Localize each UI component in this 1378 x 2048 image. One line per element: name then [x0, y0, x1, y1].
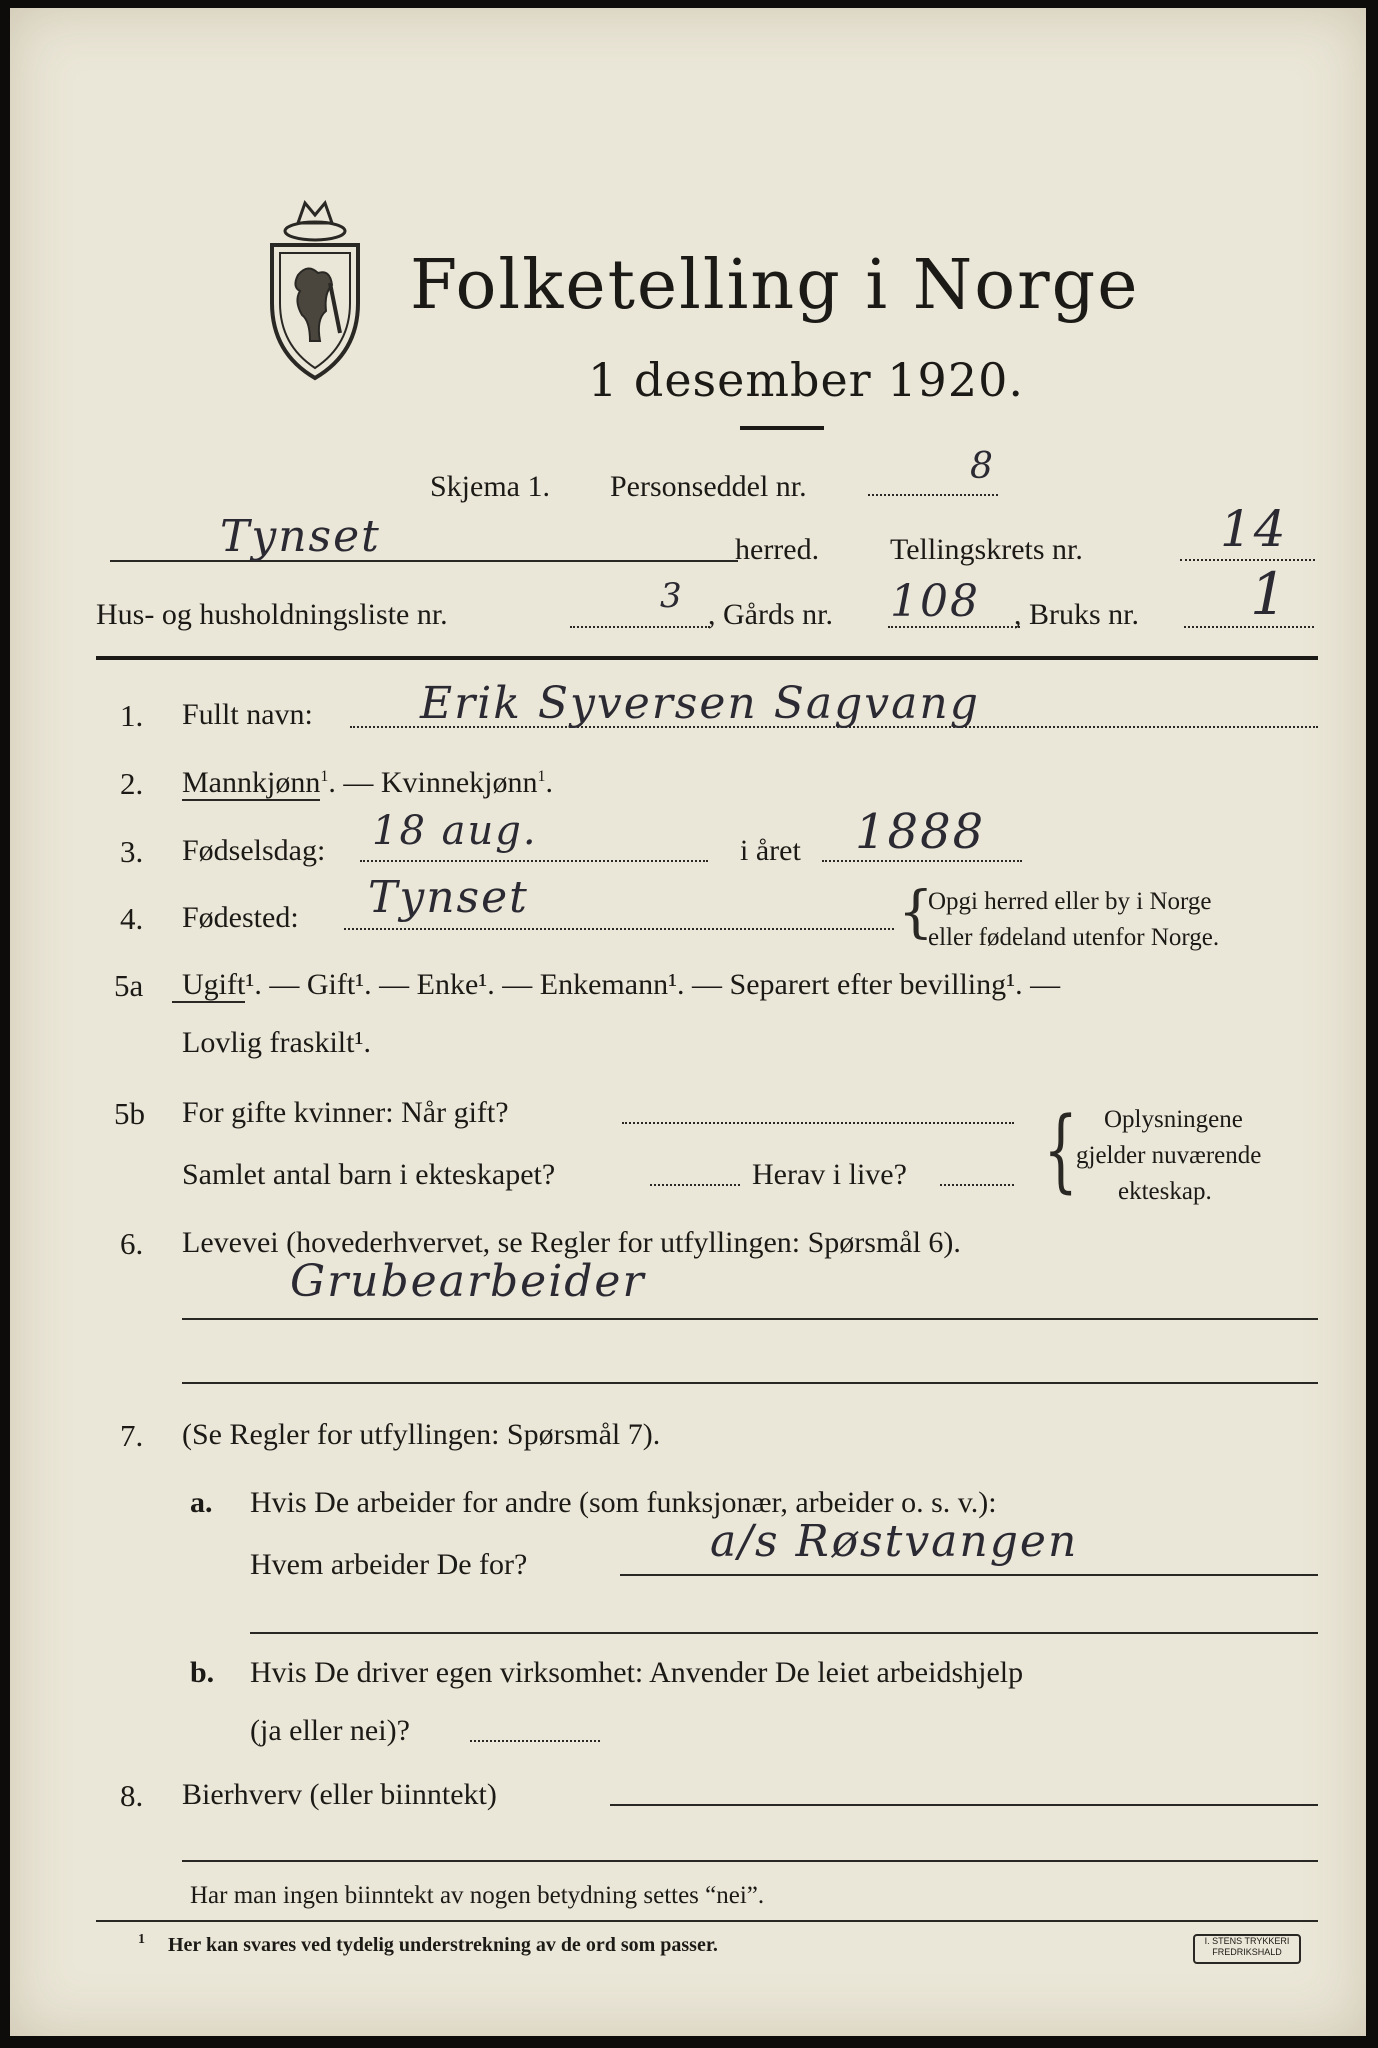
printer-stamp-line-1: I. STENS TRYKKERI — [1204, 1936, 1290, 1946]
personseddel-value[interactable]: 8 — [970, 446, 995, 487]
alive-line — [940, 1184, 1014, 1186]
bruks-line — [1184, 626, 1314, 628]
q7b-text: Hvis De driver egen virksomhet: Anvender De leiet arbeidshjelp — [250, 1656, 1024, 1689]
hus-line — [570, 626, 710, 628]
printer-stamp — [1193, 1934, 1301, 1964]
q3-number: 3. — [120, 834, 144, 869]
census-form — [10, 8, 1366, 2036]
personseddel-line — [868, 494, 998, 496]
q5a-number: 5a — [114, 968, 144, 1003]
q7-number: 7. — [120, 1418, 144, 1453]
bruks-label: , Bruks nr. — [1014, 598, 1140, 631]
herred-label: herred. — [735, 533, 820, 566]
q5b-note-1: Oplysningene — [1104, 1106, 1243, 1133]
year-line — [822, 860, 1022, 862]
q8-number: 8. — [120, 1778, 144, 1813]
title-divider — [740, 426, 824, 430]
year-label: i året — [740, 834, 801, 867]
q8-label: Bierhverv (eller biinntekt) — [182, 1778, 497, 1811]
herred-value[interactable]: Tynset — [220, 511, 381, 562]
q4-label: Fødested: — [182, 901, 299, 934]
bruks-value[interactable]: 1 — [1250, 560, 1289, 628]
q4-note-2: eller fødeland utenfor Norge. — [928, 924, 1220, 951]
q5b-label-2: Samlet antal barn i ekteskapet? — [182, 1158, 556, 1191]
hus-value[interactable]: 3 — [660, 576, 684, 616]
q4-line — [344, 928, 894, 930]
q7b-line — [470, 1740, 600, 1742]
census-date: 1 desember 1920. — [588, 353, 1024, 407]
birth-year-value[interactable]: 1888 — [855, 804, 986, 860]
header-rule — [96, 656, 1318, 660]
q2-separator: . — — [328, 766, 381, 799]
q6-line-2 — [182, 1382, 1318, 1384]
birthday-value[interactable]: 18 aug. — [372, 808, 538, 854]
q2-number: 2. — [120, 766, 144, 801]
full-name-value[interactable]: Erik Syversen Sagvang — [420, 678, 980, 729]
employer-value[interactable]: a/s Røstvangen — [710, 1516, 1079, 1567]
footnote-mark: 1 — [320, 768, 329, 785]
q5b-note-2: gjelder nuværende — [1076, 1142, 1262, 1169]
when-married-line — [622, 1122, 1014, 1124]
herred-line — [110, 560, 738, 562]
q3-line — [360, 860, 708, 862]
q7a-line — [620, 1574, 1318, 1576]
q5b-label-3: Herav i live? — [752, 1158, 907, 1191]
q2-options — [182, 766, 553, 800]
option-mannkjonn[interactable]: Mannkjønn — [182, 766, 321, 799]
q7a-letter: a. — [190, 1486, 213, 1519]
footnote-text: Her kan svares ved tydelig understrekning av de ord som passer. — [168, 1934, 718, 1956]
gards-value[interactable]: 108 — [890, 576, 980, 627]
q7b-label: (ja eller nei)? — [250, 1714, 410, 1747]
q5a-options — [182, 968, 1060, 1002]
tellingskrets-label: Tellingskrets nr. — [890, 533, 1083, 566]
q8-line-1 — [610, 1804, 1318, 1806]
personseddel-label: Personseddel nr. — [610, 470, 807, 503]
option-lovlig-fraskilt[interactable]: Lovlig fraskilt¹. — [182, 1026, 371, 1059]
tellingskrets-value[interactable]: 14 — [1220, 500, 1288, 558]
q6-label: Levevei (hovederhvervet, se Regler for utfyllingen: Spørsmål 6). — [182, 1226, 961, 1259]
coat-of-arms-icon — [260, 193, 370, 383]
q8-note: Har man ingen biinntekt av nogen betydning settes “nei”. — [190, 1882, 765, 1909]
q3-label: Fødselsdag: — [182, 834, 326, 867]
birthplace-value[interactable]: Tynset — [368, 872, 529, 923]
footnote-number: 1 — [138, 1932, 145, 1947]
q1-label: Fullt navn: — [182, 698, 313, 731]
q5b-label-1: For gifte kvinner: Når gift? — [182, 1096, 509, 1129]
q4-note-1: Opgi herred eller by i Norge — [928, 888, 1212, 915]
q5b-note-3: ekteskap. — [1118, 1178, 1212, 1205]
q7a-text: Hvis De arbeider for andre (som funksjonær, arbeider o. s. v.): — [250, 1486, 997, 1519]
option-ugift[interactable]: Ugift — [172, 968, 245, 1003]
children-line — [650, 1184, 740, 1186]
q5b-number: 5b — [114, 1096, 145, 1131]
q6-line-1 — [182, 1318, 1318, 1320]
q7a-label: Hvem arbeider De for? — [250, 1548, 528, 1581]
q4-number: 4. — [120, 901, 144, 936]
hus-label: Hus- og husholdningsliste nr. — [96, 598, 448, 631]
printer-stamp-line-2: FREDRIKSHALD — [1212, 1947, 1282, 1957]
footer-rule — [96, 1920, 1318, 1922]
q5b-brace: { — [1043, 1098, 1078, 1203]
q2-end: . — [545, 766, 553, 799]
q7a-line-2 — [250, 1632, 1318, 1634]
q8-line-2 — [182, 1860, 1318, 1862]
form-title: Folketelling i Norge — [410, 246, 1140, 325]
q7b-letter: b. — [190, 1656, 215, 1689]
q1-number: 1. — [120, 698, 144, 733]
skjema-label: Skjema 1. — [430, 470, 550, 503]
q5a-other-options[interactable]: ¹. — Gift¹. — Enke¹. — Enkemann¹. — Separert efter bevilling¹. — — [245, 968, 1061, 1001]
q7-label: (Se Regler for utfyllingen: Spørsmål 7). — [182, 1418, 661, 1451]
occupation-value[interactable]: Grubearbeider — [290, 1256, 646, 1307]
gards-label: , Gårds nr. — [708, 598, 833, 631]
option-kvinnekjonn[interactable]: Kvinnekjønn — [380, 766, 538, 799]
q6-number: 6. — [120, 1226, 144, 1261]
q4-brace: { — [898, 880, 934, 945]
tellingskrets-line — [1180, 559, 1315, 561]
footnote-mark: 1 — [537, 768, 546, 785]
